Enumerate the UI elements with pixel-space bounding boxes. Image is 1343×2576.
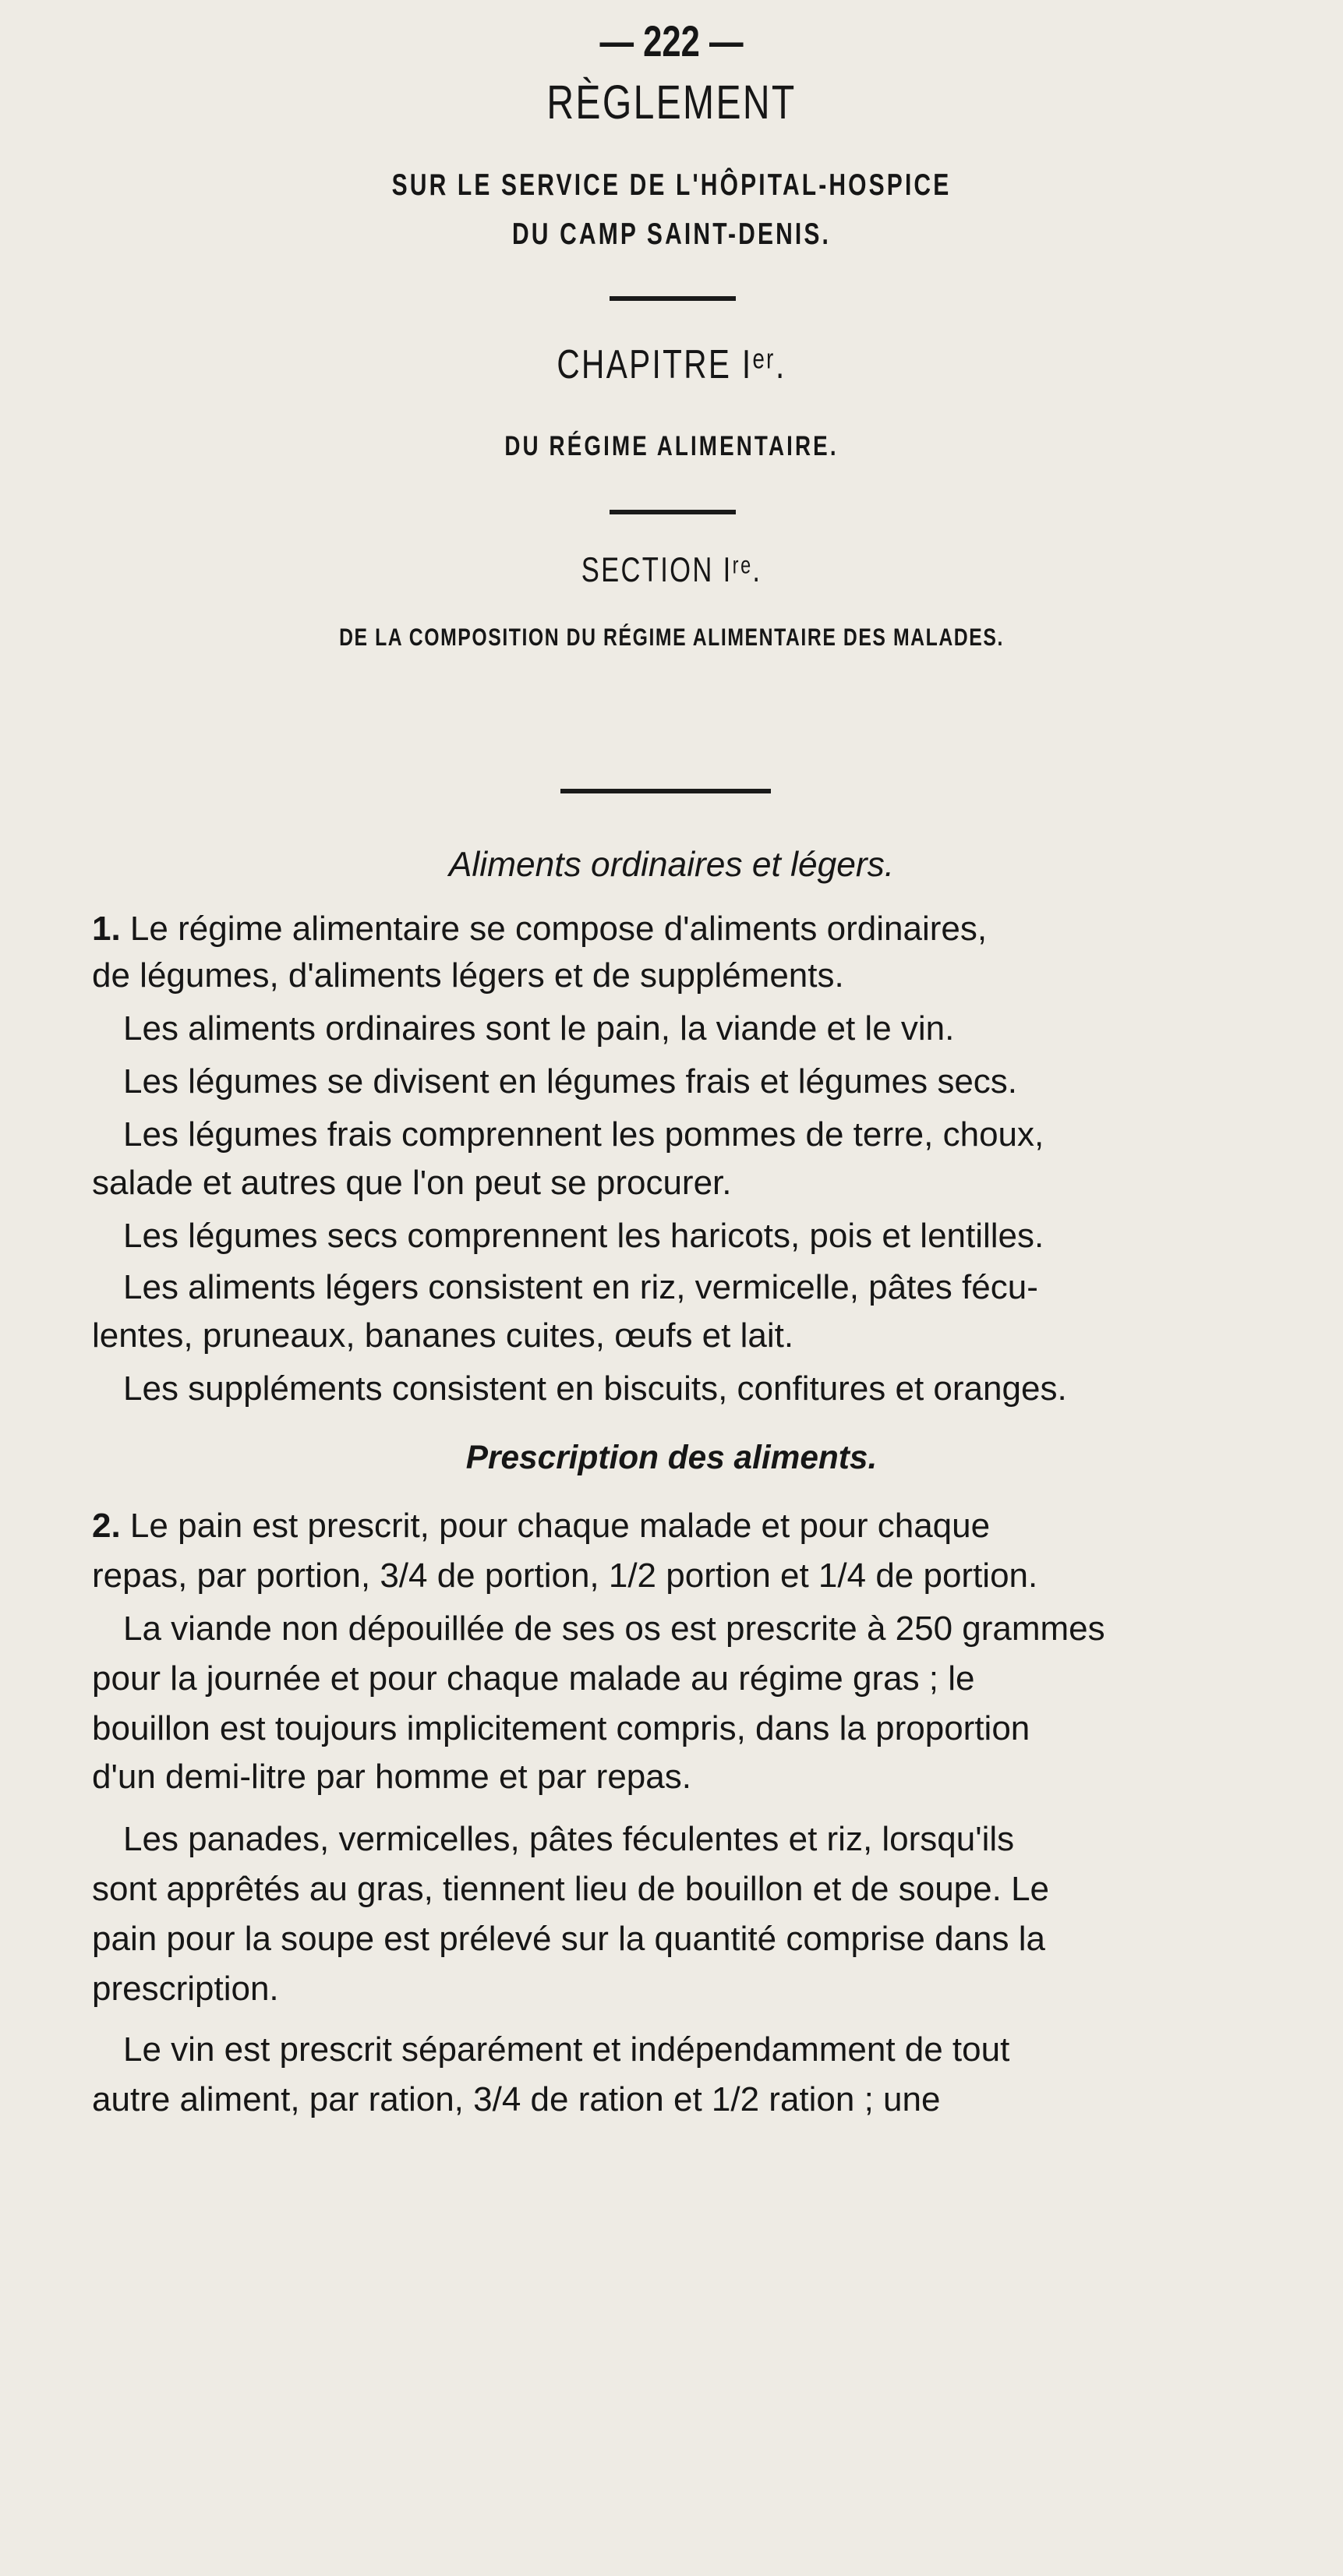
- article-line: Les légumes frais comprennent les pommes de terre, choux,: [123, 1115, 1044, 1154]
- article-line: bouillon est toujours implicitement compris, dans la proportion: [92, 1709, 1030, 1747]
- article-text: Le pain est prescrit, pour chaque malade et pour chaque: [120, 1507, 991, 1545]
- section-title: SECTION Iʳᵉ.: [581, 551, 762, 589]
- article-line: pain pour la soupe est prélevé sur la quantité comprise dans la: [92, 1920, 1045, 1958]
- chapter-title: CHAPITRE Iᵉʳ.: [557, 342, 786, 387]
- article-line: [92, 906, 987, 952]
- article-line: sont apprêtés au gras, tiennent lieu de bouillon et de soupe. Le: [92, 1870, 1050, 1908]
- section-heading-aliments: Aliments ordinaires et légers.: [448, 846, 895, 884]
- document-subtitle-line-1: SUR LE SERVICE DE L'HÔPITAL-HOSPICE: [391, 168, 952, 202]
- article-line: Les suppléments consistent en biscuits, confitures et oranges.: [123, 1369, 1067, 1408]
- article-line: Les légumes se divisent en légumes frais et légumes secs.: [123, 1062, 1018, 1101]
- article-line: prescription.: [92, 1970, 279, 2008]
- article-line: salade et autres que l'on peut se procurer.: [92, 1164, 732, 1202]
- article-line: [92, 1503, 990, 1549]
- chapter-subtitle: DU RÉGIME ALIMENTAIRE.: [504, 430, 839, 461]
- article-line: pour la journée et pour chaque malade au régime gras ; le: [92, 1659, 975, 1698]
- article-line: Les aliments ordinaires sont le pain, la viande et le vin.: [123, 1009, 955, 1048]
- article-line: Les panades, vermicelles, pâtes féculentes et riz, lorsqu'ils: [123, 1820, 1015, 1858]
- article-line: Les légumes secs comprennent les haricots, pois et lentilles.: [123, 1217, 1044, 1255]
- section-heading-prescription: Prescription des aliments.: [465, 1439, 878, 1475]
- document-subtitle-line-2: DU CAMP SAINT-DENIS.: [511, 217, 832, 251]
- article-line: lentes, pruneaux, bananes cuites, œufs et lait.: [92, 1316, 794, 1355]
- article-line: autre aliment, par ration, 3/4 de ration et 1/2 ration ; une: [92, 2080, 941, 2118]
- article-number: 1.: [92, 910, 121, 948]
- article-number: 2.: [92, 1507, 121, 1545]
- article-line: d'un demi-litre par homme et par repas.: [92, 1758, 691, 1796]
- divider-rule: [610, 510, 736, 514]
- article-2: [92, 1503, 1304, 2204]
- document-title: RÈGLEMENT: [546, 76, 797, 129]
- divider-rule: [560, 789, 771, 793]
- article-line: Le vin est prescrit séparément et indépendamment de tout: [123, 2030, 1010, 2069]
- article-line: repas, par portion, 3/4 de portion, 1/2 portion et 1/4 de portion.: [92, 1557, 1038, 1595]
- section-subtitle: DE LA COMPOSITION DU RÉGIME ALIMENTAIRE DES MALADES.: [339, 623, 1004, 651]
- article-text: Le régime alimentaire se compose d'aliments ordinaires,: [120, 910, 988, 948]
- article-line: de légumes, d'aliments légers et de suppléments.: [92, 956, 844, 995]
- article-line: Les aliments légers consistent en riz, vermicelle, pâtes fécu-: [123, 1268, 1038, 1306]
- article-line: La viande non dépouillée de ses os est prescrite à 250 grammes: [123, 1610, 1105, 1648]
- page-number: — 222 —: [599, 16, 744, 65]
- divider-rule: [610, 296, 736, 301]
